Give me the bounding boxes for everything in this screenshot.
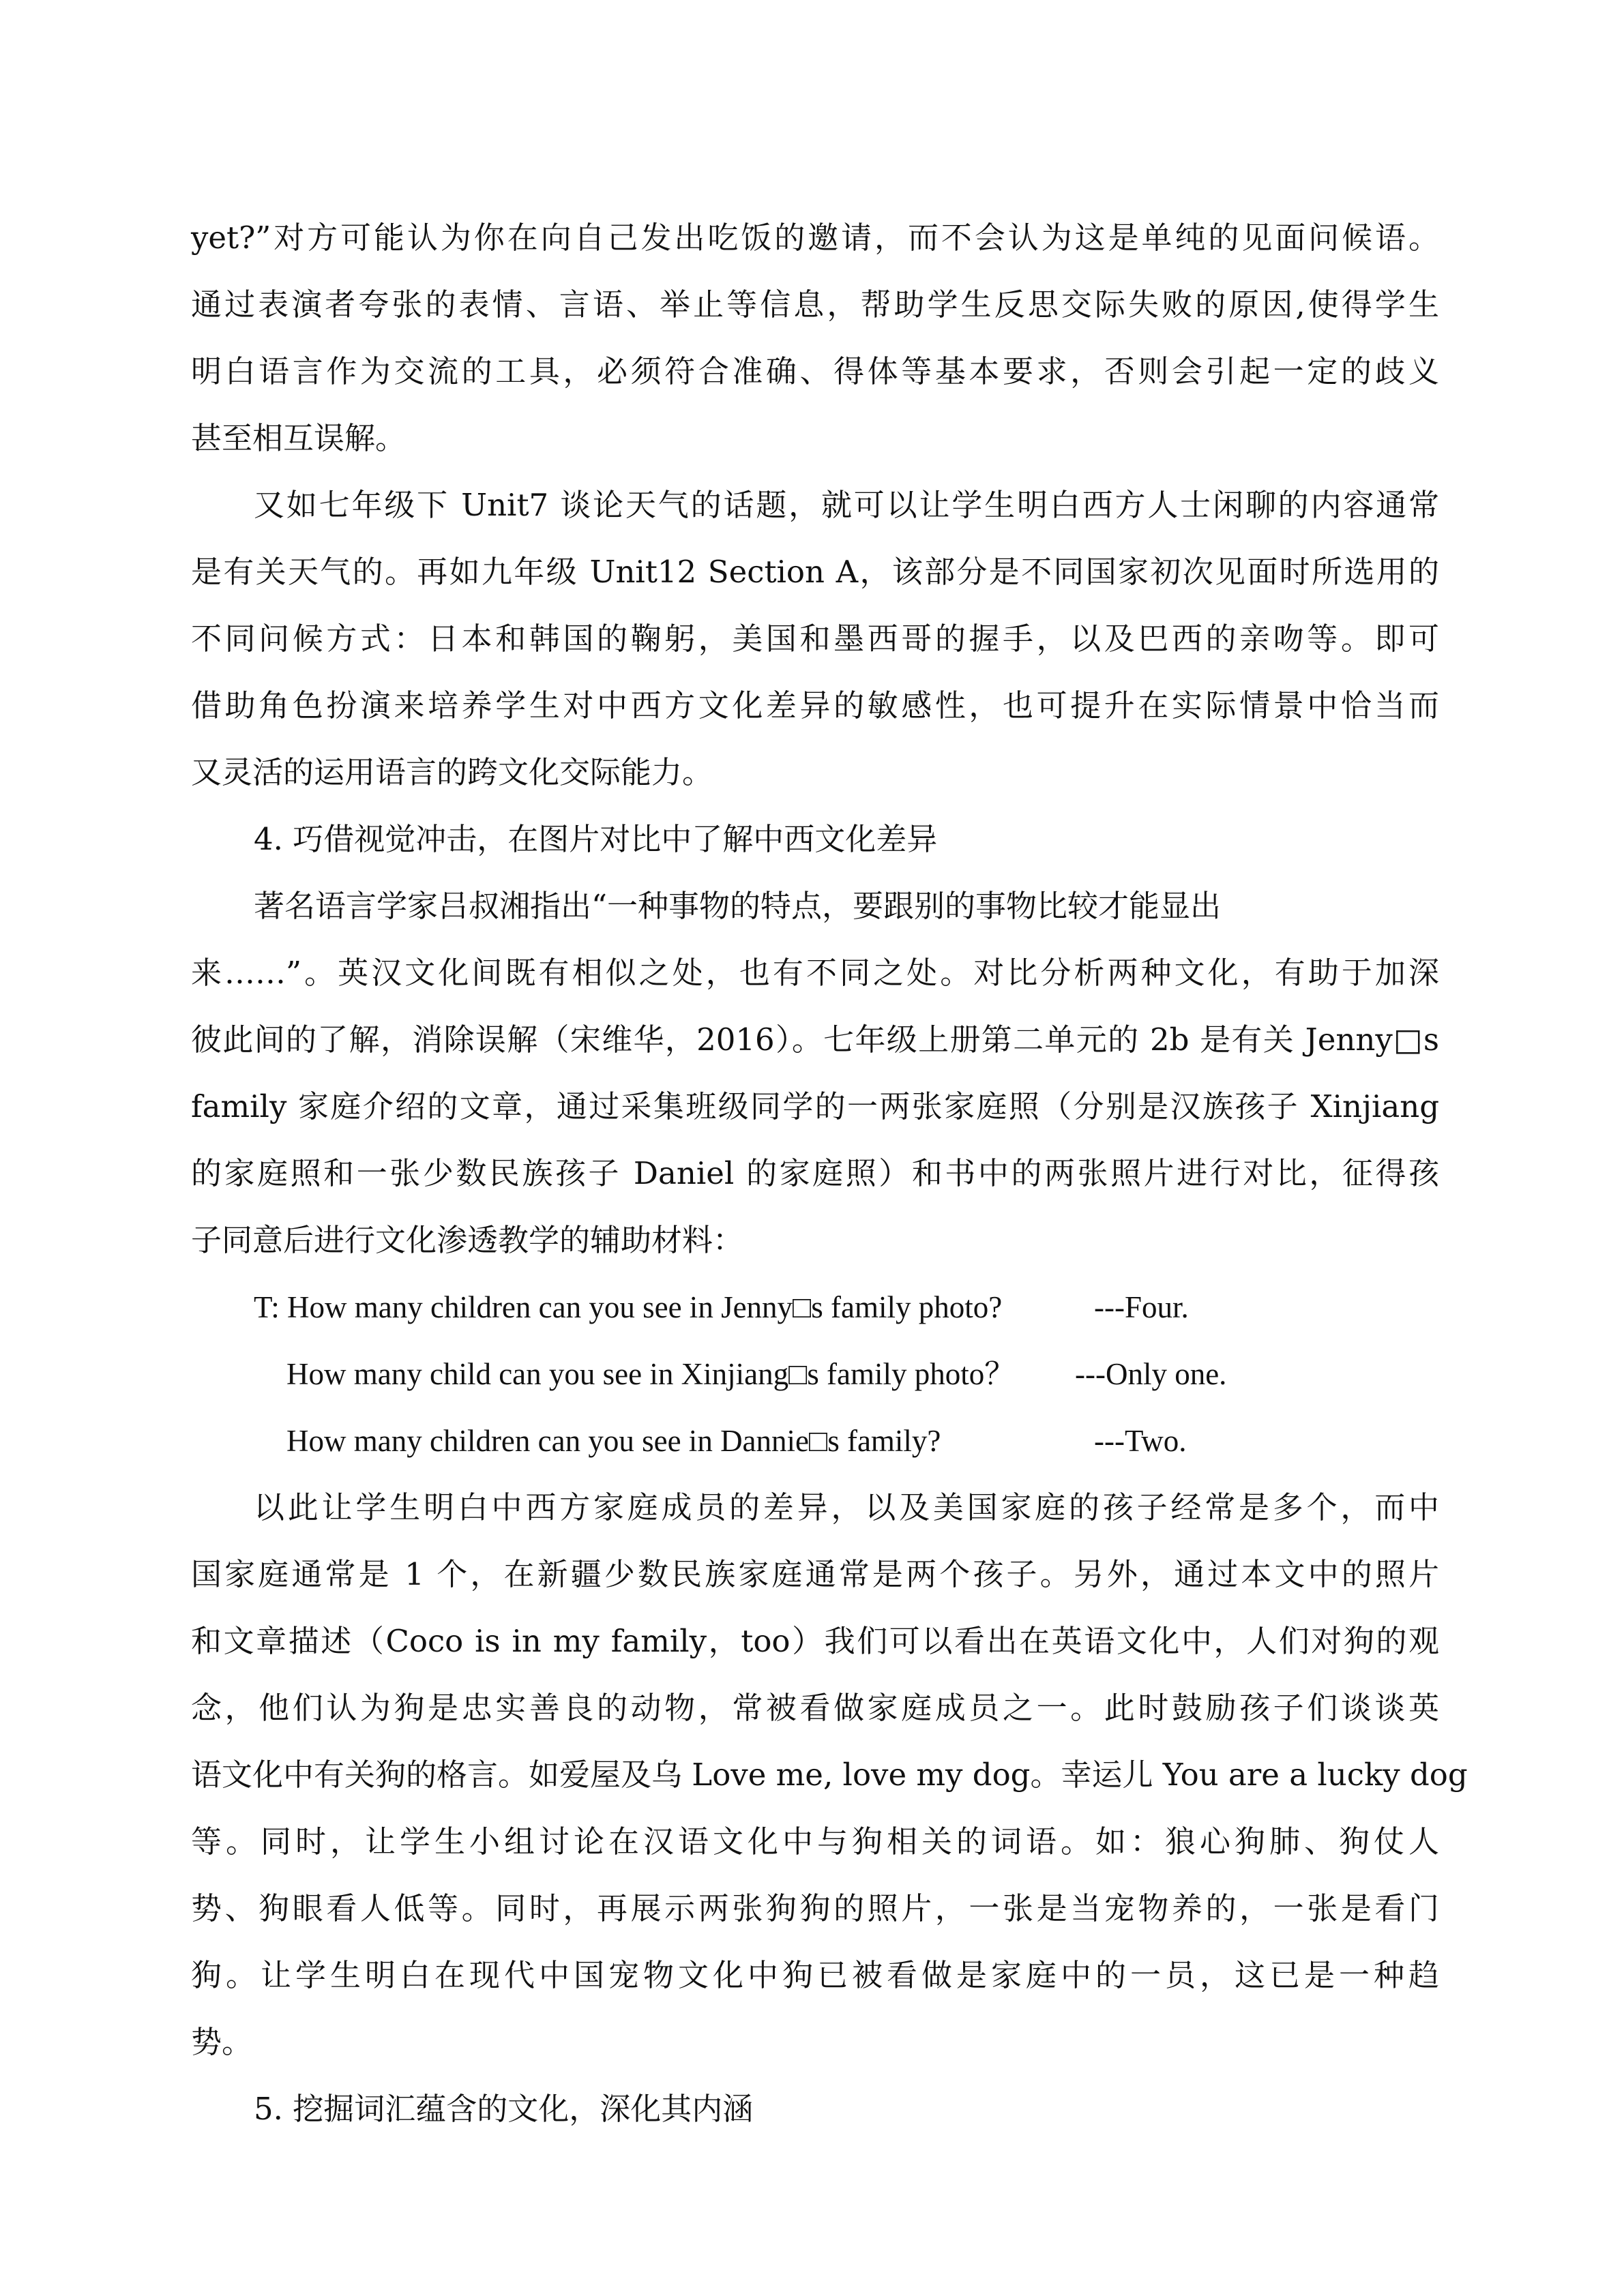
dialogue-row: [191, 1274, 1439, 1341]
text-line: 狗。让学生明白在现代中国宠物文化中狗已被看做是家庭中的一员，这已是一种趋: [191, 1957, 1439, 1993]
dialogue-question: How many children can you see in Dannie□s family?: [286, 1424, 941, 1458]
text-line: 又灵活的运用语言的跨文化交际能力。: [191, 754, 713, 790]
text-line: 甚至相互误解。: [191, 420, 407, 456]
text-line: 语文化中有关狗的格言。如爱屋及乌 Love me, love my dog。幸运儿 You are a lucky dog: [191, 1757, 1468, 1793]
text-line: 又如七年级下 Unit7 谈论天气的话题，就可以让学生明白西方人士闲聊的内容通常: [254, 487, 1439, 523]
text-line: 彼此间的了解，消除误解（宋维华，2016）。七年级上册第二单元的 2b 是有关 Jenny□s: [191, 1022, 1439, 1058]
dialogue-row: [191, 1407, 1439, 1474]
text-line: 国家庭通常是 1 个，在新疆少数民族家庭通常是两个孩子。另外，通过本文中的照片: [191, 1556, 1439, 1592]
heading-text: 5. 挖掘词汇蕴含的文化，深化其内涵: [254, 2091, 754, 2127]
dialogue-answer: ---Two.: [1094, 1424, 1187, 1458]
dialogue-answer: ---Only one.: [1075, 1357, 1227, 1391]
paragraph-2: [191, 472, 1439, 806]
dialogue-answer: ---Four.: [1094, 1290, 1189, 1324]
text-line: 以此让学生明白中西方家庭成员的差异，以及美国家庭的孩子经常是多个，而中: [254, 1489, 1439, 1525]
dialogue-question: T: How many children can you see in Jenny□s family photo?: [254, 1290, 1003, 1324]
text-line: 著名语言学家吕叔湘指出“一种事物的特点，要跟别的事物比较才能显出: [254, 888, 1222, 924]
text-line: 等。同时，让学生小组讨论在汉语文化中与狗相关的词语。如：狼心狗肺、狗仗人: [191, 1823, 1439, 1860]
section-heading-4: [191, 806, 1439, 873]
text-line: 明白语言作为交流的工具，必须符合准确、得体等基本要求，否则会引起一定的歧义: [191, 353, 1439, 389]
text-line: 子同意后进行文化渗透教学的辅助材料：: [191, 1222, 744, 1258]
text-line: family 家庭介绍的文章，通过采集班级同学的一两张家庭照（分别是汉族孩子 Xinjiang: [191, 1088, 1439, 1124]
text-line: 势。: [191, 2024, 253, 2060]
dialogue-block: [191, 1274, 1439, 1474]
paragraph-3: [191, 873, 1439, 1274]
text-line: 势、狗眼看人低等。同时，再展示两张狗狗的照片，一张是当宠物养的，一张是看门: [191, 1890, 1439, 1926]
text-line: 借助角色扮演来培养学生对中西方文化差异的敏感性，也可提升在实际情景中恰当而: [191, 687, 1439, 724]
text-line: yet?”对方可能认为你在向自己发出吃饭的邀请，而不会认为这是单纯的见面问候语。: [191, 220, 1439, 256]
dialogue-row: [191, 1341, 1439, 1407]
text-line: 来……”。英汉文化间既有相似之处，也有不同之处。对比分析两种文化，有助于加深: [191, 955, 1439, 991]
text-line: 的家庭照和一张少数民族孩子 Daniel 的家庭照）和书中的两张照片进行对比，征得孩: [191, 1155, 1439, 1191]
paragraph-4: [191, 1474, 1468, 2076]
document-page: [191, 205, 1468, 2143]
text-line: 念，他们认为狗是忠实善良的动物，常被看做家庭成员之一。此时鼓励孩子们谈谈英: [191, 1690, 1439, 1726]
text-line: 通过表演者夸张的表情、言语、举止等信息，帮助学生反思交际失败的原因,使得学生: [191, 286, 1439, 323]
section-heading-5: [191, 2076, 1439, 2143]
text-line: 不同问候方式：日本和韩国的鞠躬，美国和墨西哥的握手，以及巴西的亲吻等。即可: [191, 621, 1439, 657]
paragraph-1: [191, 205, 1439, 472]
text-line: 是有关天气的。再如九年级 Unit12 Section A，该部分是不同国家初次见面时所选用的: [191, 554, 1439, 590]
heading-text: 4. 巧借视觉冲击，在图片对比中了解中西文化差异: [254, 821, 938, 857]
text-line: 和文章描述（Coco is in my family，too）我们可以看出在英语文化中，人们对狗的观: [191, 1623, 1439, 1659]
dialogue-question: How many child can you see in Xinjiang□s family photo？: [286, 1357, 1016, 1391]
